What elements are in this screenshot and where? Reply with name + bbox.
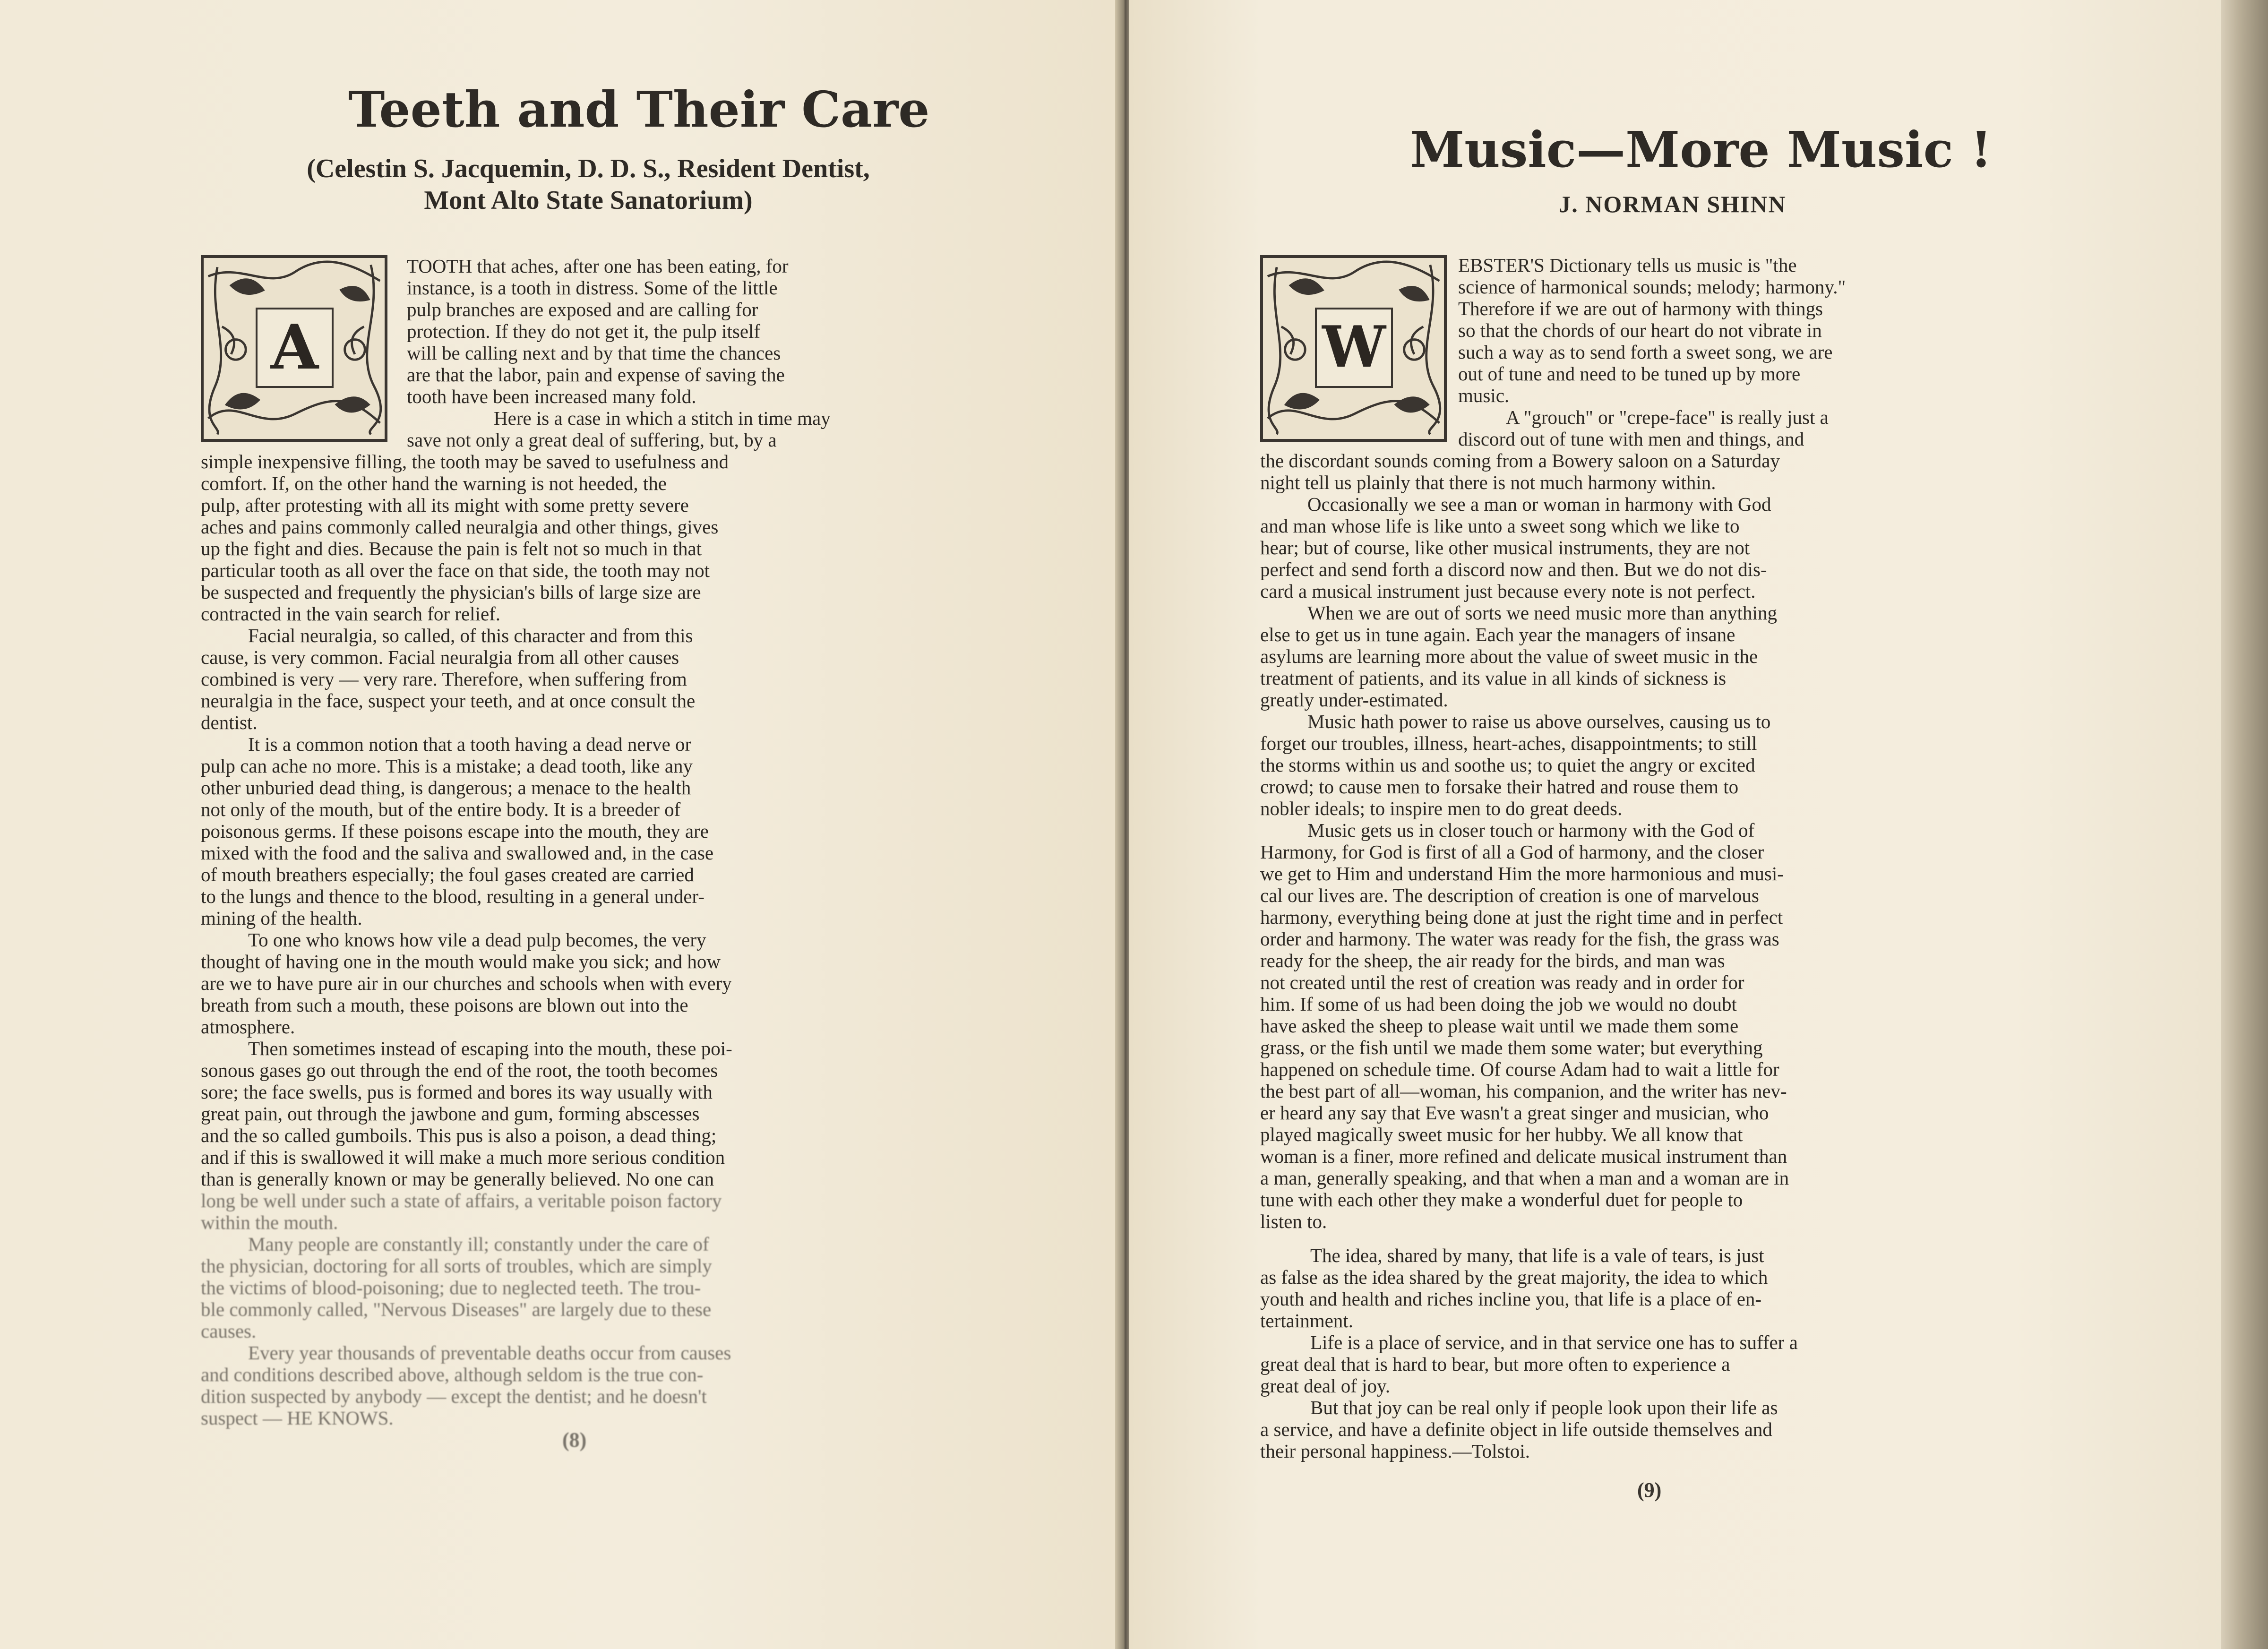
body-line: combined is very — very rare. Therefore, when suffering from — [201, 668, 687, 690]
body-line: cause, is very common. Facial neuralgia from all other causes — [201, 646, 679, 668]
ornamental-drop-cap-w — [1260, 255, 1447, 442]
body-line: harmony, everything being done at just the right time and in perfect — [1260, 906, 1783, 928]
right-page — [1129, 0, 2235, 1649]
body-line: else to get us in tune again. Each year the managers of insane — [1260, 624, 1735, 645]
body-line: Here is a case in which a stitch in time may — [494, 407, 831, 429]
body-line: dentist. — [201, 712, 258, 733]
body-line: Music hath power to raise us above ourselves, causing us to — [1307, 711, 1771, 732]
body-line: perfect and send forth a discord now and then. But we do not dis- — [1260, 558, 1767, 580]
body-line: grass, or the fish until we made them some water; but everything — [1260, 1037, 1763, 1058]
body-line: science of harmonical sounds; melody; harmony." — [1458, 276, 1846, 298]
body-line: to the lungs and thence to the blood, resulting in a general under- — [201, 885, 705, 907]
body-line: so that the chords of our heart do not vibrate in — [1458, 319, 1822, 341]
body-line: contracted in the vain search for relief. — [201, 603, 501, 625]
body-line: instance, is a tooth in distress. Some of the little — [407, 277, 778, 299]
body-line: the victims of blood-poisoning; due to neglected teeth. The trou- — [201, 1277, 701, 1298]
body-line: aches and pains commonly called neuralgia and other things, gives — [201, 516, 719, 538]
left-page-subtitle-line-1: (Celestin S. Jacquemin, D. D. S., Resident Dentist, — [307, 154, 870, 183]
body-line: up the fight and dies. Because the pain is felt not so much in that — [201, 538, 702, 559]
body-line: sonous gases go out through the end of the root, the tooth becomes — [201, 1059, 718, 1081]
body-line: The idea, shared by many, that life is a vale of tears, is just — [1310, 1245, 1764, 1266]
body-line: happened on schedule time. Of course Adam had to wait a little for — [1260, 1058, 1779, 1080]
body-line: sore; the face swells, pus is formed and bores its way usually with — [201, 1081, 713, 1103]
body-line: pulp branches are exposed and are calling for — [407, 299, 758, 320]
body-line: Therefore if we are out of harmony with things — [1458, 298, 1823, 319]
body-line: mining of the health. — [201, 907, 362, 929]
body-line: TOOTH that aches, after one has been eating, for — [407, 255, 789, 277]
body-line: of mouth breathers especially; the foul gases created are carried — [201, 864, 694, 885]
body-line: comfort. If, on the other hand the warning is not heeded, the — [201, 472, 667, 494]
body-line: we get to Him and understand Him the more harmonious and musi- — [1260, 863, 1784, 885]
body-line: great pain, out through the jawbone and gum, forming abscesses — [201, 1103, 700, 1125]
body-line: EBSTER'S Dictionary tells us music is "the — [1458, 254, 1797, 276]
body-line: tune with each other they make a wonderful duet for people to — [1260, 1189, 1743, 1211]
body-line: nobler ideals; to inspire men to do great deeds. — [1260, 798, 1623, 819]
body-line: a service, and have a definite object in life outside themselves and — [1260, 1418, 1772, 1440]
left-page — [0, 0, 1120, 1649]
body-line: not created until the rest of creation was ready and in order for — [1260, 971, 1744, 993]
body-line: mixed with the food and the saliva and swallowed and, in the case — [201, 842, 714, 864]
body-line: tooth have been increased many fold. — [407, 386, 696, 407]
body-line: Life is a place of service, and in that service one has to suffer a — [1310, 1331, 1798, 1353]
body-line: poisonous germs. If these poisons escape into the mouth, they are — [201, 820, 709, 842]
body-line: are we to have pure air in our churches and schools when with every — [201, 972, 732, 994]
body-line: treatment of patients, and its value in all kinds of sickness is — [1260, 667, 1727, 689]
body-line: played magically sweet music for her hubby. We all know that — [1260, 1124, 1743, 1145]
body-line: Every year thousands of preventable deaths occur from causes — [248, 1342, 731, 1364]
body-line: order and harmony. The water was ready for the fish, the grass was — [1260, 928, 1779, 950]
body-line: as false as the idea shared by the great majority, the idea to which — [1260, 1266, 1768, 1288]
body-line: dition suspected by anybody — except the dentist; and he doesn't — [201, 1385, 707, 1407]
body-line: ready for the sheep, the air ready for the birds, and man was — [1260, 950, 1725, 971]
body-line: are that the labor, pain and expense of saving the — [407, 364, 785, 386]
body-line: neuralgia in the face, suspect your teeth, and at once consult the — [201, 690, 696, 712]
body-line: suspect — HE KNOWS. — [201, 1407, 394, 1429]
body-line: the best part of all—woman, his companion, and the writer has nev- — [1260, 1080, 1787, 1102]
left-page-number: (8) — [562, 1428, 587, 1451]
body-line: hear; but of course, like other musical instruments, they are not — [1260, 537, 1750, 558]
body-line: breath from such a mouth, these poisons are blown out into the — [201, 994, 688, 1016]
body-line: and if this is swallowed it will make a much more serious condition — [201, 1146, 725, 1168]
body-line: music. — [1458, 385, 1510, 406]
body-line: and man whose life is like unto a sweet song which we like to — [1260, 515, 1740, 537]
book-cover-edge — [2221, 0, 2268, 1649]
body-line: er heard any say that Eve wasn't a great singer and musician, who — [1260, 1102, 1769, 1124]
body-line: discord out of tune with men and things, and — [1458, 428, 1804, 450]
drop-cap-letter-a: A — [256, 308, 334, 388]
body-line: particular tooth as all over the face on that side, the tooth may not — [201, 559, 710, 581]
body-line: than is generally known or may be generally believed. No one can — [201, 1168, 714, 1190]
body-line: A "grouch" or "crepe-face" is really just a — [1506, 406, 1829, 428]
body-line: youth and health and riches incline you, that life is a place of en- — [1260, 1288, 1762, 1310]
body-line: When we are out of sorts we need music more than anything — [1307, 602, 1777, 624]
ornamental-drop-cap-a — [201, 255, 387, 442]
body-line: cal our lives are. The description of creation is one of marvelous — [1260, 885, 1759, 906]
drop-cap-letter-w: W — [1315, 308, 1393, 388]
body-line: Many people are constantly ill; constantly under the care of — [248, 1233, 709, 1255]
body-line: within the mouth. — [201, 1211, 338, 1233]
body-line: thought of having one in the mouth would make you sick; and how — [201, 951, 721, 972]
body-line: card a musical instrument just because every note is not perfect. — [1260, 580, 1756, 602]
right-page-number: (9) — [1637, 1478, 1662, 1502]
body-line: the physician, doctoring for all sorts of troubles, which are simply — [201, 1255, 712, 1277]
body-line: Harmony, for God is first of all a God of harmony, and the closer — [1260, 841, 1764, 863]
body-line: be suspected and frequently the physician's bills of large size are — [201, 581, 701, 603]
body-line: will be calling next and by that time the chances — [407, 342, 781, 364]
body-line: the discordant sounds coming from a Bowery saloon on a Saturday — [1260, 450, 1780, 472]
body-line: To one who knows how vile a dead pulp becomes, the very — [248, 929, 706, 951]
body-line: a man, generally speaking, and that when a man and a woman are in — [1260, 1167, 1789, 1189]
body-line: save not only a great deal of suffering, but, by a — [407, 429, 777, 451]
body-line: pulp can ache no more. This is a mistake; a dead tooth, like any — [201, 755, 693, 777]
body-line: him. If some of us had been doing the job we would no doubt — [1260, 993, 1737, 1015]
body-line: such a way as to send forth a sweet song, we are — [1458, 341, 1833, 363]
body-line: simple inexpensive filling, the tooth may be saved to usefulness and — [201, 451, 729, 472]
left-page-title: Teeth and Their Care — [348, 80, 930, 138]
body-line: the storms within us and soothe us; to quiet the angry or excited — [1260, 754, 1755, 776]
body-line: great deal of joy. — [1260, 1375, 1391, 1397]
body-line: ble commonly called, "Nervous Diseases" are largely due to these — [201, 1298, 712, 1320]
body-line: Occasionally we see a man or woman in harmony with God — [1307, 493, 1771, 515]
body-line: It is a common notion that a tooth having a dead nerve or — [248, 733, 692, 755]
body-line: long be well under such a state of affairs, a veritable poison factory — [201, 1190, 722, 1211]
body-line: out of tune and need to be tuned up by more — [1458, 363, 1801, 385]
body-line: tertainment. — [1260, 1310, 1353, 1331]
body-line: asylums are learning more about the value of sweet music in the — [1260, 645, 1758, 667]
left-page-subtitle-line-2: Mont Alto State Sanatorium) — [424, 186, 753, 215]
right-page-title: Music—More Music ! — [1410, 120, 1992, 179]
body-line: and conditions described above, although seldom is the true con- — [201, 1364, 704, 1385]
body-line: night tell us plainly that there is not much harmony within. — [1260, 472, 1716, 493]
body-line: causes. — [201, 1320, 257, 1342]
body-line: their personal happiness.—Tolstoi. — [1260, 1440, 1530, 1462]
right-page-author: J. NORMAN SHINN — [1559, 191, 1787, 217]
body-line: greatly under-estimated. — [1260, 689, 1448, 711]
body-line: protection. If they do not get it, the pulp itself — [407, 320, 761, 342]
body-line: But that joy can be real only if people look upon their life as — [1310, 1397, 1778, 1418]
body-line: Music gets us in closer touch or harmony with the God of — [1307, 819, 1755, 841]
body-line: forget our troubles, illness, heart-aches, disappointments; to still — [1260, 732, 1757, 754]
body-line: and the so called gumboils. This pus is also a poison, a dead thing; — [201, 1125, 717, 1146]
body-line: atmosphere. — [201, 1016, 295, 1038]
body-line: other unburied dead thing, is dangerous; a menace to the health — [201, 777, 691, 799]
body-line: Facial neuralgia, so called, of this character and from this — [248, 625, 693, 646]
body-line: listen to. — [1260, 1211, 1327, 1232]
body-line: have asked the sheep to please wait until we made them some — [1260, 1015, 1739, 1037]
body-line: great deal that is hard to bear, but more often to experience a — [1260, 1353, 1730, 1375]
body-line: Then sometimes instead of escaping into the mouth, these poi- — [248, 1038, 732, 1059]
body-line: not only of the mouth, but of the entire body. It is a breeder of — [201, 799, 681, 820]
body-line: woman is a finer, more refined and delicate musical instrument than — [1260, 1145, 1787, 1167]
body-line: crowd; to cause men to forsake their hatred and rouse them to — [1260, 776, 1739, 798]
body-line: pulp, after protesting with all its might with some pretty severe — [201, 494, 689, 516]
